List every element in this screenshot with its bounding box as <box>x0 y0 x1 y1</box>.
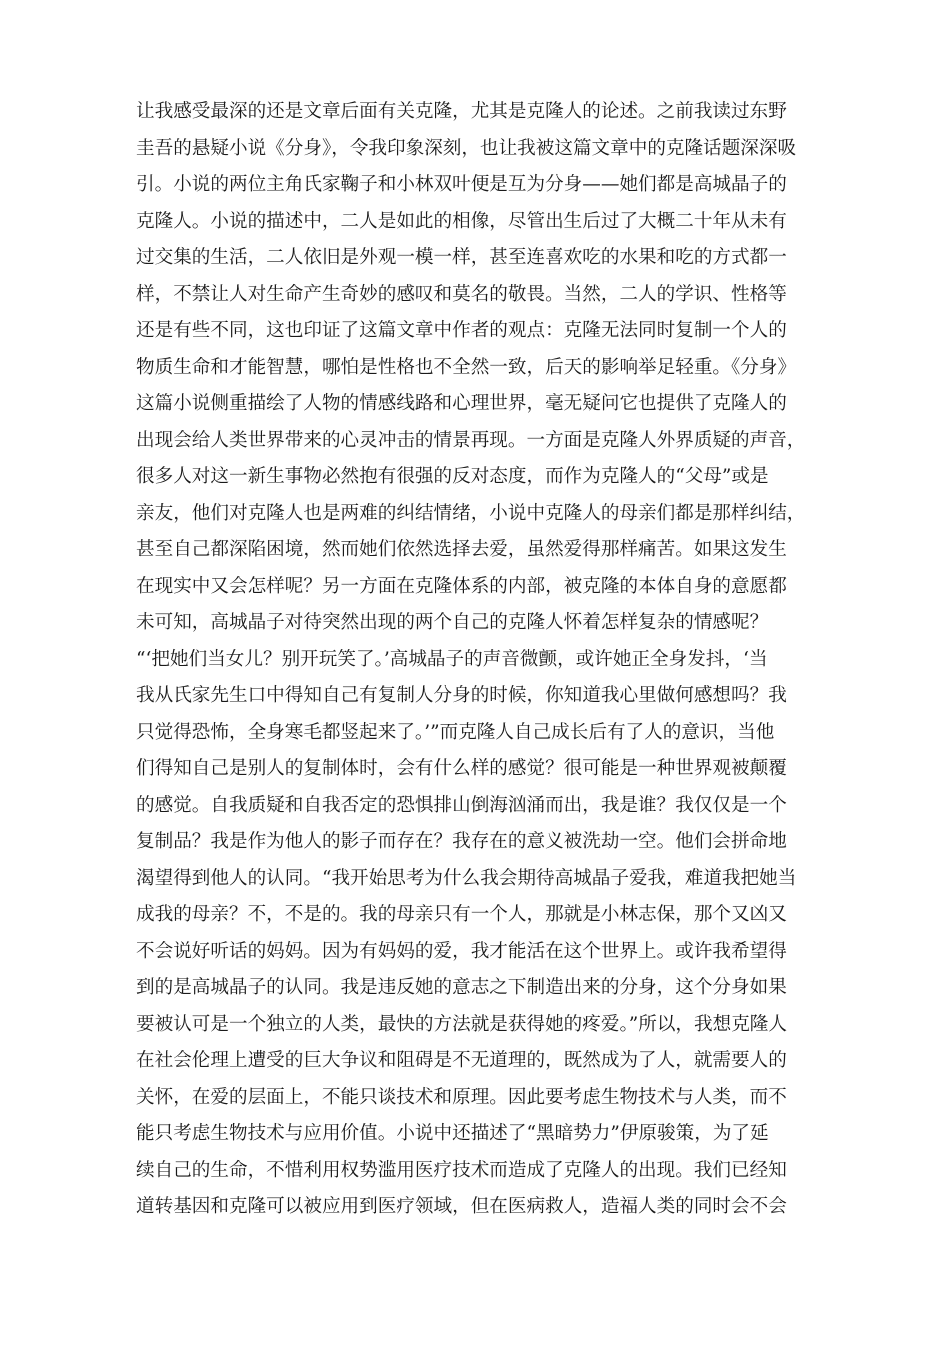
text-line: “‘把她们当女儿？别开玩笑了。’高城晶子的声音微颤，或许她正全身发抖，‘当 <box>136 648 768 670</box>
text-line: 在社会伦理上遭受的巨大争议和阻碍是不无道理的，既然成为了人，就需要人的 <box>136 1050 787 1071</box>
text-line: 只觉得恐怖，全身寒毛都竖起来了。’”而克隆人自己成长后有了人的意识，当他 <box>136 721 775 743</box>
text-line: 圭吾的悬疑小说《分身》，令我印象深刻，也让我被这篇文章中的克隆话题深深吸 <box>136 137 797 159</box>
text-line: 关怀，在爱的层面上，不能只谈技术和原理。因此要考虑生物技术与人类，而不 <box>136 1086 787 1108</box>
text-line: 渴望得到他人的认同。“我开始思考为什么我会期待高城晶子爱我，难道我把她当 <box>136 867 797 889</box>
text-line: 亲友，他们对克隆人也是两难的纠结情绪，小说中克隆人的母亲们都是那样纠结， <box>136 502 806 524</box>
text-line: 不会说好听话的妈妈。因为有妈妈的爱，我才能活在这个世界上。或许我希望得 <box>136 940 787 962</box>
text-line: 物质生命和才能智慧，哪怕是性格也不全然一致，后天的影响举足轻重。《分身》 <box>136 356 797 378</box>
text-line: 们得知自己是别人的复制体时，会有什么样的感觉？很可能是一种世界观被颠覆 <box>136 758 787 779</box>
text-line: 很多人对这一新生事物必然抱有很强的反对态度，而作为克隆人的“父母”或是 <box>136 466 769 487</box>
text-line: 引。小说的两位主角氏家鞠子和小林双叶便是互为分身——她们都是高城晶子的 <box>136 174 787 195</box>
text-line: 成我的母亲？不，不是的。我的母亲只有一个人，那就是小林志保，那个又凶又 <box>136 904 787 925</box>
text-line: 克隆人。小说的描述中，二人是如此的相像，尽管出生后过了大概二十年从未有 <box>136 210 787 232</box>
text-line: 过交集的生活，二人依旧是外观一模一样，甚至连喜欢吃的水果和吃的方式都一 <box>136 247 787 268</box>
text-line: 能只考虑生物技术与应用价值。小说中还描述了“黑暗势力”伊原骏策，为了延 <box>136 1123 769 1144</box>
text-line: 道转基因和克隆可以被应用到医疗领域，但在医病救人，造福人类的同时会不会 <box>136 1196 787 1217</box>
text-line: 续自己的生命，不惜利用权势滥用医疗技术而造成了克隆人的出现。我们已经知 <box>136 1159 787 1181</box>
text-line: 在现实中又会怎样呢？另一方面在克隆体系的内部，被克隆的本体自身的意愿都 <box>136 575 787 597</box>
essay-body <box>136 94 826 1226</box>
text-line: 要被认可是一个独立的人类，最快的方法就是获得她的疼爱。”所以，我想克隆人 <box>136 1013 787 1035</box>
text-line: 出现会给人类世界带来的心灵冲击的情景再现。一方面是克隆人外界质疑的声音， <box>136 429 806 451</box>
text-line: 这篇小说侧重描绘了人物的情感线路和心理世界，毫无疑问它也提供了克隆人的 <box>136 393 787 414</box>
text-line: 样，不禁让人对生命产生奇妙的感叹和莫名的敬畏。当然，二人的学识、性格等 <box>136 283 787 305</box>
text-line: 我从氏家先生口中得知自己有复制人分身的时候，你知道我心里做何感想吗？我 <box>136 685 787 706</box>
text-line: 未可知，高城晶子对待突然出现的两个自己的克隆人怀着怎样复杂的情感呢？ <box>136 612 769 633</box>
text-line: 让我感受最深的还是文章后面有关克隆，尤其是克隆人的论述。之前我读过东野 <box>136 101 787 122</box>
text-line: 的感觉。自我质疑和自我否定的恐惧排山倒海汹涌而出，我是谁？我仅仅是一个 <box>136 794 787 816</box>
text-line: 复制品？我是作为他人的影子而存在？我存在的意义被洗劫一空。他们会拼命地 <box>136 831 787 852</box>
text-line: 还是有些不同，这也印证了这篇文章中作者的观点：克隆无法同时复制一个人的 <box>136 320 787 341</box>
text-line: 甚至自己都深陷困境，然而她们依然选择去爱，虽然爱得那样痛苦。如果这发生 <box>136 539 787 560</box>
text-line: 到的是高城晶子的认同。我是违反她的意志之下制造出来的分身，这个分身如果 <box>136 977 787 998</box>
